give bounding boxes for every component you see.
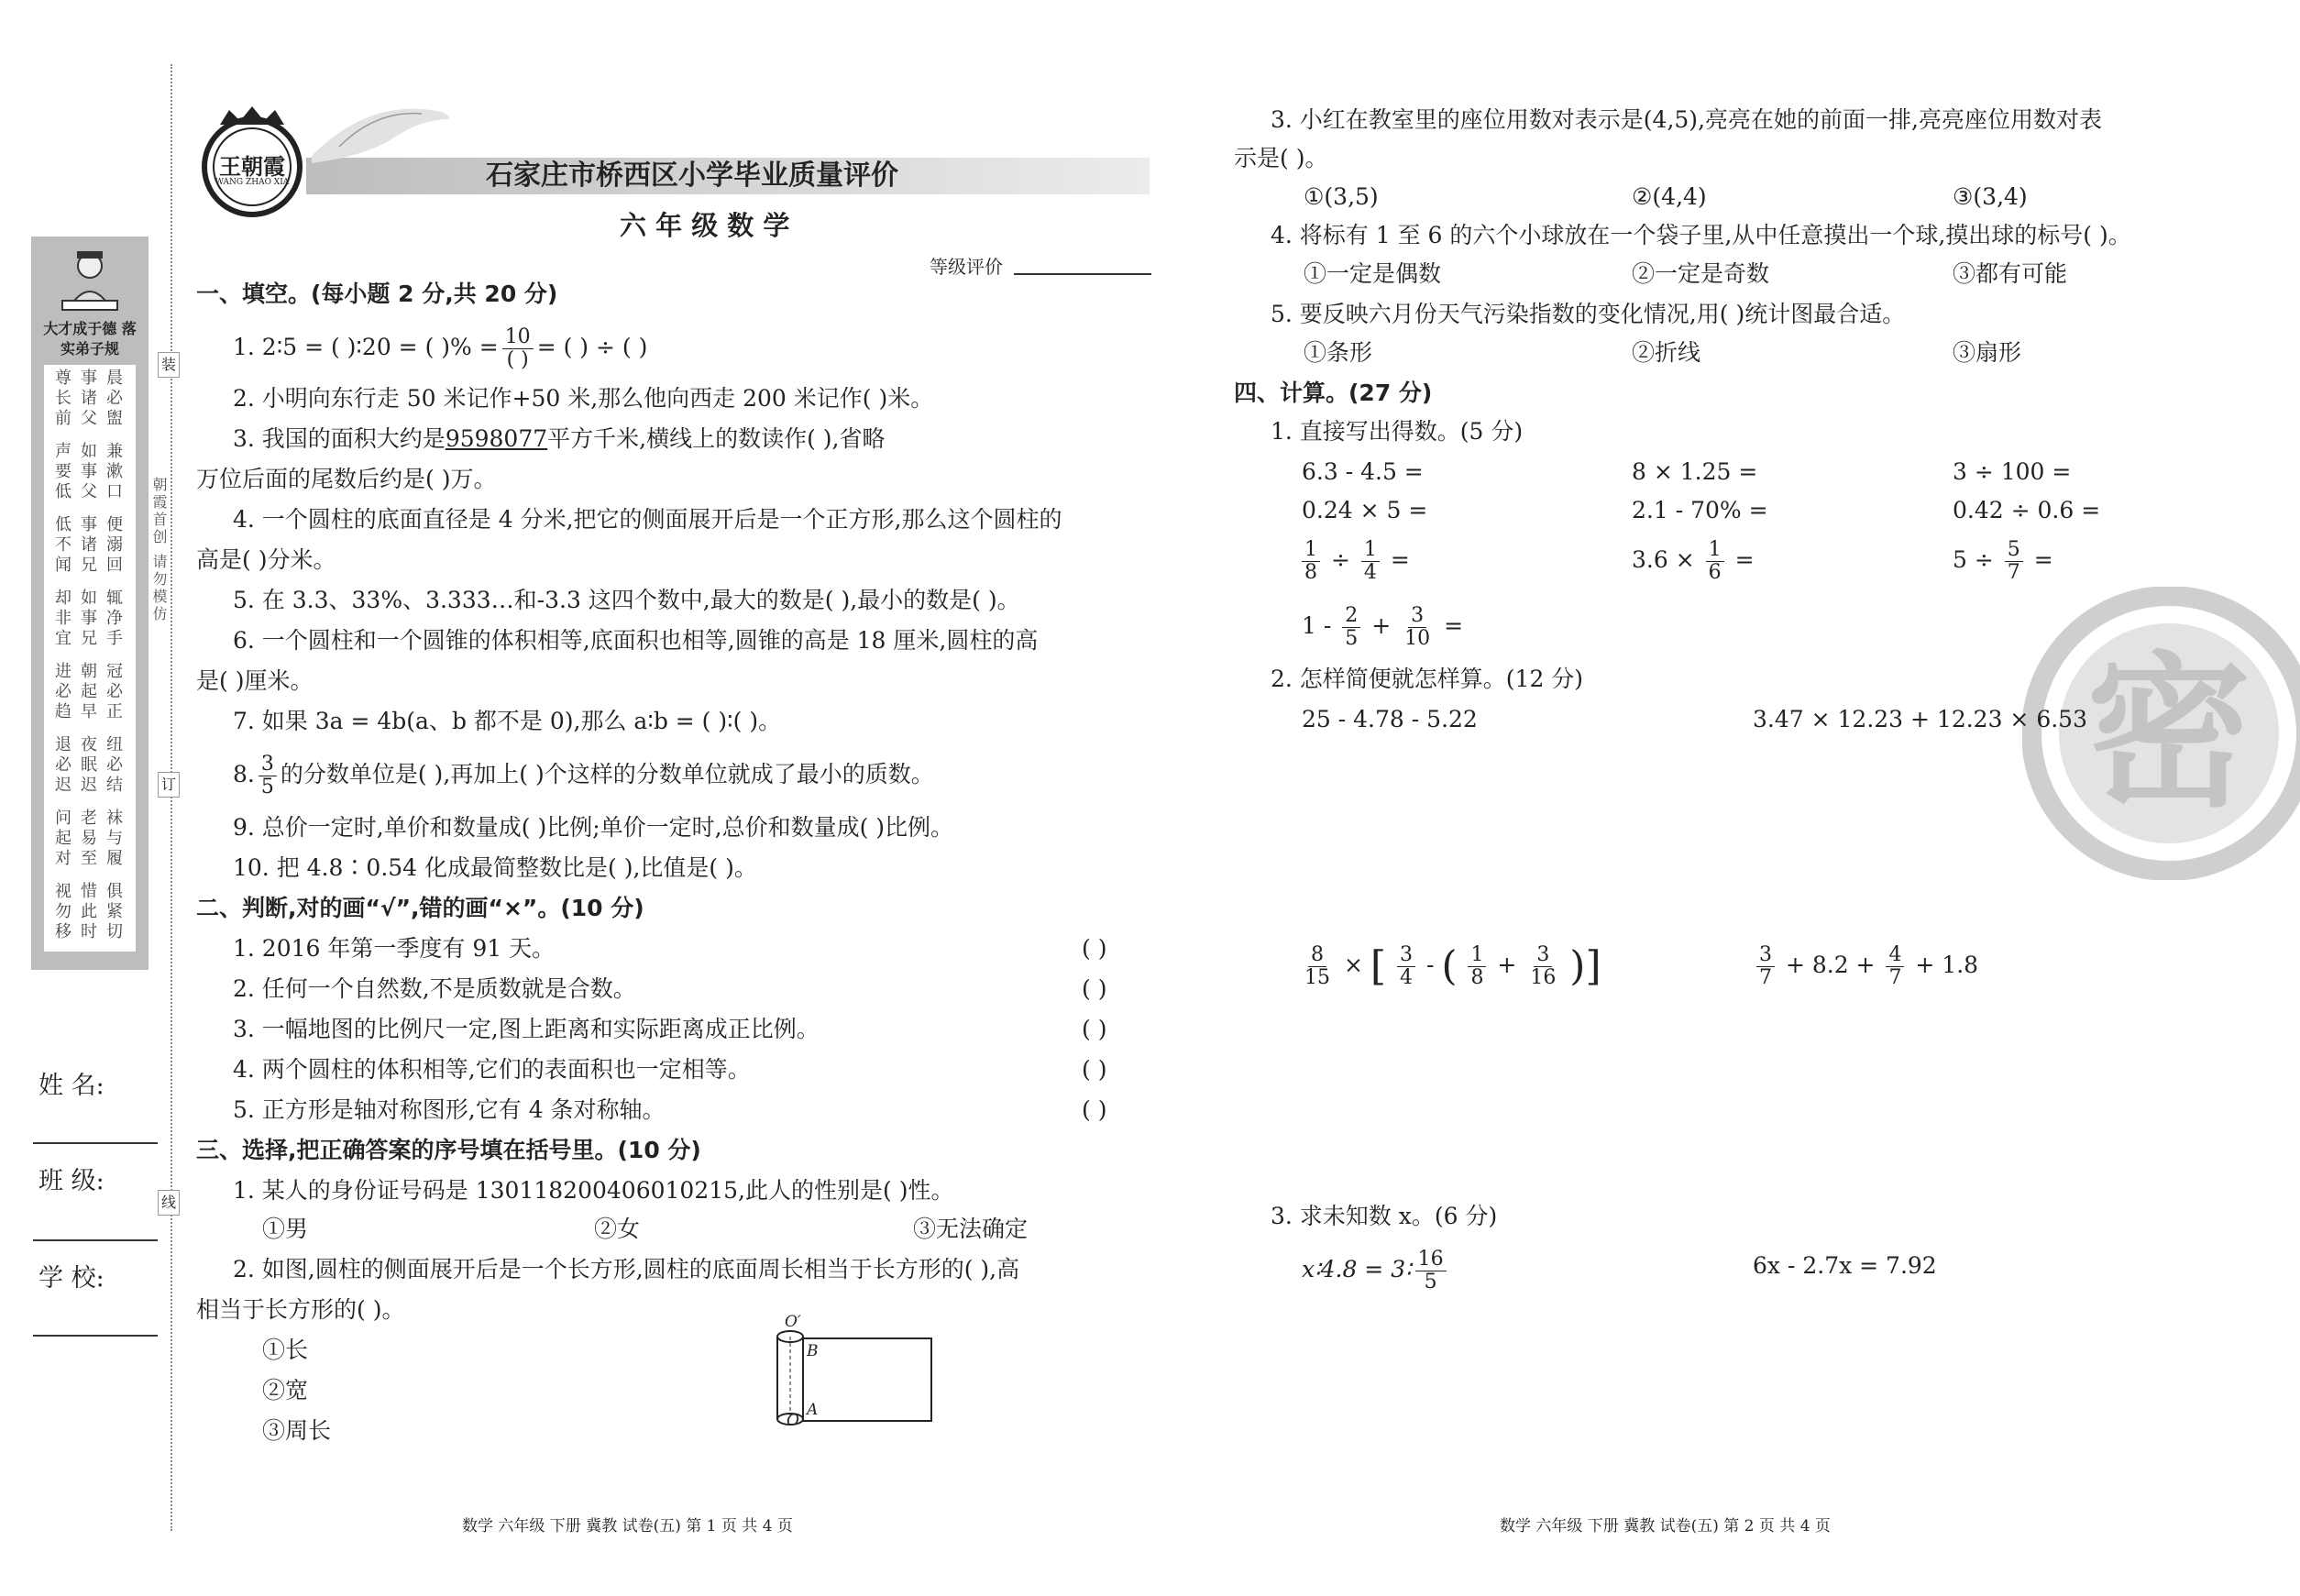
grade-field[interactable] [1014,273,1151,275]
logo-sub: WANG ZHAO XIA [215,178,290,187]
school-label: 学 校: [39,1264,105,1293]
poem-column: 纽必结 [104,735,123,796]
choice-q1: 1. 某人的身份证号码是 130118200406010215,此人的性别是( )性。 [233,1177,954,1204]
fill-q5: 5. 在 3.3、33%、3.333…和-3.3 这四个数中,最大的数是( ),最小的数是( )。 [233,587,1020,613]
choice-q5-opt-b: ②折线 [1632,339,1701,366]
judge-answer-2[interactable]: ( ) [1082,975,1107,1002]
equation-2: 6x - 2.7x = 7.92 [1753,1252,1937,1279]
calc-item-4: 0.24 × 5 = [1302,497,1428,523]
fill-q3: 3. 我国的面积大约是9598077平方千米,横线上的数读作( ),省略 [233,425,886,452]
poem-columns [48,369,132,948]
grade-label: 等级评价 [930,256,1003,278]
poem-column: 事诸兄 [78,515,97,576]
footer-left: 数学 六年级 下册 冀教 试卷(五) 第 1 页 共 4 页 [462,1517,793,1535]
choice-q3-opt-a: ①(3,5) [1304,183,1379,210]
simplify-1: 25 - 4.78 - 5.22 [1302,706,1478,732]
poem-column: 却非宜 [52,589,72,649]
school-field[interactable] [33,1335,158,1337]
choice-q4-opt-c: ③都有可能 [1953,260,2068,287]
poem-column: 事诸父 [78,369,97,429]
choice-q5-opt-a: ①条形 [1304,339,1373,366]
label-o-bottom: O [787,1412,799,1430]
poem-column: 冠必正 [104,662,123,722]
choice-q2-opt-b: ②宽 [262,1377,309,1403]
poem-column: 如事兄 [78,589,97,649]
choice-q3-opt-c: ③(3,4) [1953,183,2028,210]
judge-answer-4[interactable]: ( ) [1082,1056,1107,1083]
choice-q5: 5. 要反映六月份天气污染指数的变化情况,用( )统计图最合适。 [1271,301,1906,327]
simplify-2: 3.47 × 12.23 + 12.23 × 6.53 [1753,706,2087,732]
poem-column: 晨必盥 [104,369,123,429]
judge-q1: 1. 2016 年第一季度有 91 天。 [233,935,556,962]
exam-title: 石家庄市桥西区小学毕业质量评价 [486,160,898,192]
copyright-note: 朝霞首创 请勿模仿 [150,477,168,624]
poem-column: 惜此时 [78,882,97,942]
judge-q3: 3. 一幅地图的比例尺一定,图上距离和实际距离成正比例。 [233,1016,820,1042]
equation-1: x∶4.8 = 3∶ $\frac{16}{5}$ [1302,1249,1450,1293]
cylinder-figure [761,1313,944,1439]
binding-mark-2: 订 [158,772,180,798]
poem-column: 如事父 [78,442,97,502]
calc-part-1: 1. 直接写出得数。(5 分) [1271,418,1524,445]
choice-q4-opt-a: ①一定是偶数 [1304,260,1442,287]
calc-item-5: 2.1 - 70% = [1632,497,1768,523]
poem-column: 退必迟 [52,735,72,796]
ribbon-decoration [312,92,458,165]
calc-frac-3: 5 ÷ $\frac{5}{7}$ = [1953,538,2053,584]
label-b: B [807,1342,819,1360]
name-label: 姓 名: [39,1072,105,1100]
fill-q3-cont: 万位后面的尾数后约是( )万。 [196,466,497,492]
poem-column: 声要低 [52,442,72,502]
binding-dotted-line [171,64,172,1531]
binding-mark-3: 线 [158,1190,180,1216]
choice-q2-cont: 相当于长方形的( )。 [196,1296,405,1323]
judge-q4: 4. 两个圆柱的体积相等,它们的表面积也一定相等。 [233,1056,751,1083]
poem-column: 袜与履 [104,809,123,869]
calc-item-1: 6.3 - 4.5 = [1302,458,1424,485]
logo-text: 王朝霞 [219,153,285,180]
section-1-title: 一、填空。(每小题 2 分,共 20 分) [196,281,558,307]
section-2-title: 二、判断,对的画“√”,错的画“×”。(10 分) [196,895,644,921]
poem-column: 尊长前 [52,369,72,429]
poem-column: 问起对 [52,809,72,869]
name-field[interactable] [33,1142,158,1144]
poem-column: 便溺回 [104,515,123,576]
poem-column: 朝起早 [78,662,97,722]
fill-q2: 2. 小明向东行走 50 米记作+50 米,那么他向西走 200 米记作( )米。 [233,385,934,412]
calc-item-6: 0.42 ÷ 0.6 = [1953,497,2101,523]
label-o-top: O′ [785,1313,801,1331]
choice-q2: 2. 如图,圆柱的侧面展开后是一个长方形,圆柱的底面周长相当于长方形的( ),高 [233,1256,1020,1282]
choice-q4-opt-b: ②一定是奇数 [1632,260,1770,287]
poem-column: 俱紧切 [104,882,123,942]
poem-column: 辄净手 [104,589,123,649]
choice-q2-opt-a: ①长 [262,1337,309,1363]
choice-q3: 3. 小红在教室里的座位用数对表示是(4,5),亮亮在她的前面一排,亮亮座位用数对表 [1271,106,2102,133]
choice-q2-opt-c: ③周长 [262,1417,332,1444]
side-motto: 大才成于德 落实弟子规 [43,320,137,358]
poem-column: 兼漱口 [104,442,123,502]
calc-part-2: 2. 怎样简便就怎样算。(12 分) [1271,666,1584,692]
underlined-number: 9598077 [445,425,548,452]
judge-q5: 5. 正方形是轴对称图形,它有 4 条对称轴。 [233,1096,666,1123]
section-4-title: 四、计算。(27 分) [1234,380,1433,406]
judge-answer-3[interactable]: ( ) [1082,1016,1107,1042]
simplify-4: $\frac{3}{7}$ + 8.2 + $\frac{4}{7}$ + 1.8 [1753,944,1978,989]
fill-q6-cont: 是( )厘米。 [196,667,314,694]
poem-column: 视勿移 [52,882,72,942]
calc-item-3: 3 ÷ 100 = [1953,458,2072,485]
calc-part-3: 3. 求未知数 x。(6 分) [1271,1203,1498,1229]
fill-q8: 8. $\frac{3}{5}$ 的分数单位是( ),再加上( )个这样的分数单位就成了最小的质数。 [233,753,934,798]
simplify-3: $\frac{8}{15}$ × [ $\frac{3}{4}$ - ( $\frac{1}{8}$ + $\frac{3}{16}$ )] [1304,942,1601,990]
choice-q4: 4. 将标有 1 至 6 的六个小球放在一个袋子里,从中任意摸出一个球,摸出球的标号( )。 [1271,222,2131,248]
choice-q3-opt-b: ②(4,4) [1632,183,1707,210]
choice-q1-opt-c: ③无法确定 [913,1216,1029,1242]
calc-frac-2: 3.6 × $\frac{1}{6}$ = [1632,538,1755,584]
choice-q1-opt-a: ①男 [262,1216,309,1242]
binding-mark-1: 装 [158,352,180,378]
judge-q2: 2. 任何一个自然数,不是质数就是合数。 [233,975,636,1002]
class-field[interactable] [33,1239,158,1241]
fill-q9: 9. 总价一定时,单价和数量成( )比例;单价一定时,总价和数量成( )比例。 [233,814,954,841]
choice-q1-opt-b: ②女 [594,1216,641,1242]
choice-q5-opt-c: ③扇形 [1953,339,2022,366]
poem-column: 老易至 [78,809,97,869]
fill-q10: 10. 把 4.8∶0.54 化成最简整数比是( ),比值是( )。 [233,854,757,881]
fill-q7: 7. 如果 3a = 4b(a、b 都不是 0),那么 a∶b = ( )∶( )。 [233,708,782,734]
label-a: A [807,1401,819,1419]
judge-answer-1[interactable]: ( ) [1082,935,1107,962]
judge-answer-5[interactable]: ( ) [1082,1096,1107,1123]
publisher-logo [193,103,312,222]
poem-column: 夜眠迟 [78,735,97,796]
fill-q4-cont: 高是( )分米。 [196,546,336,573]
footer-right: 数学 六年级 下册 冀教 试卷(五) 第 2 页 共 4 页 [1500,1517,1831,1535]
class-label: 班 级: [39,1167,105,1195]
fill-q4: 4. 一个圆柱的底面直径是 4 分米,把它的侧面展开后是一个正方形,那么这个圆柱的 [233,506,1062,533]
calc-item-2: 8 × 1.25 = [1632,458,1758,485]
scholar-illustration [53,246,127,315]
section-3-title: 三、选择,把正确答案的序号填在括号里。(10 分) [196,1137,701,1163]
choice-q3-cont: 示是( )。 [1234,145,1328,171]
poem-column: 低不闻 [52,515,72,576]
calc-frac-4: 1 - $\frac{2}{5}$ + $\frac{3}{10}$ = [1302,604,1464,650]
poem-column: 进必趋 [52,662,72,722]
fill-q6: 6. 一个圆柱和一个圆锥的体积相等,底面积也相等,圆锥的高是 18 厘米,圆柱的高 [233,627,1039,654]
seal-char: 密 [2085,636,2251,830]
confidential-seal [2022,587,2300,880]
fill-q1: 1. 2∶5 = ( )∶20 = ( )% = $\frac{10}{( )}$ = ( ) ÷ ( ) [233,325,648,371]
exam-subject: 六 年 级 数 学 [620,210,790,241]
calc-frac-1: $\frac{1}{8}$ ÷ $\frac{1}{4}$ = [1298,539,1410,584]
